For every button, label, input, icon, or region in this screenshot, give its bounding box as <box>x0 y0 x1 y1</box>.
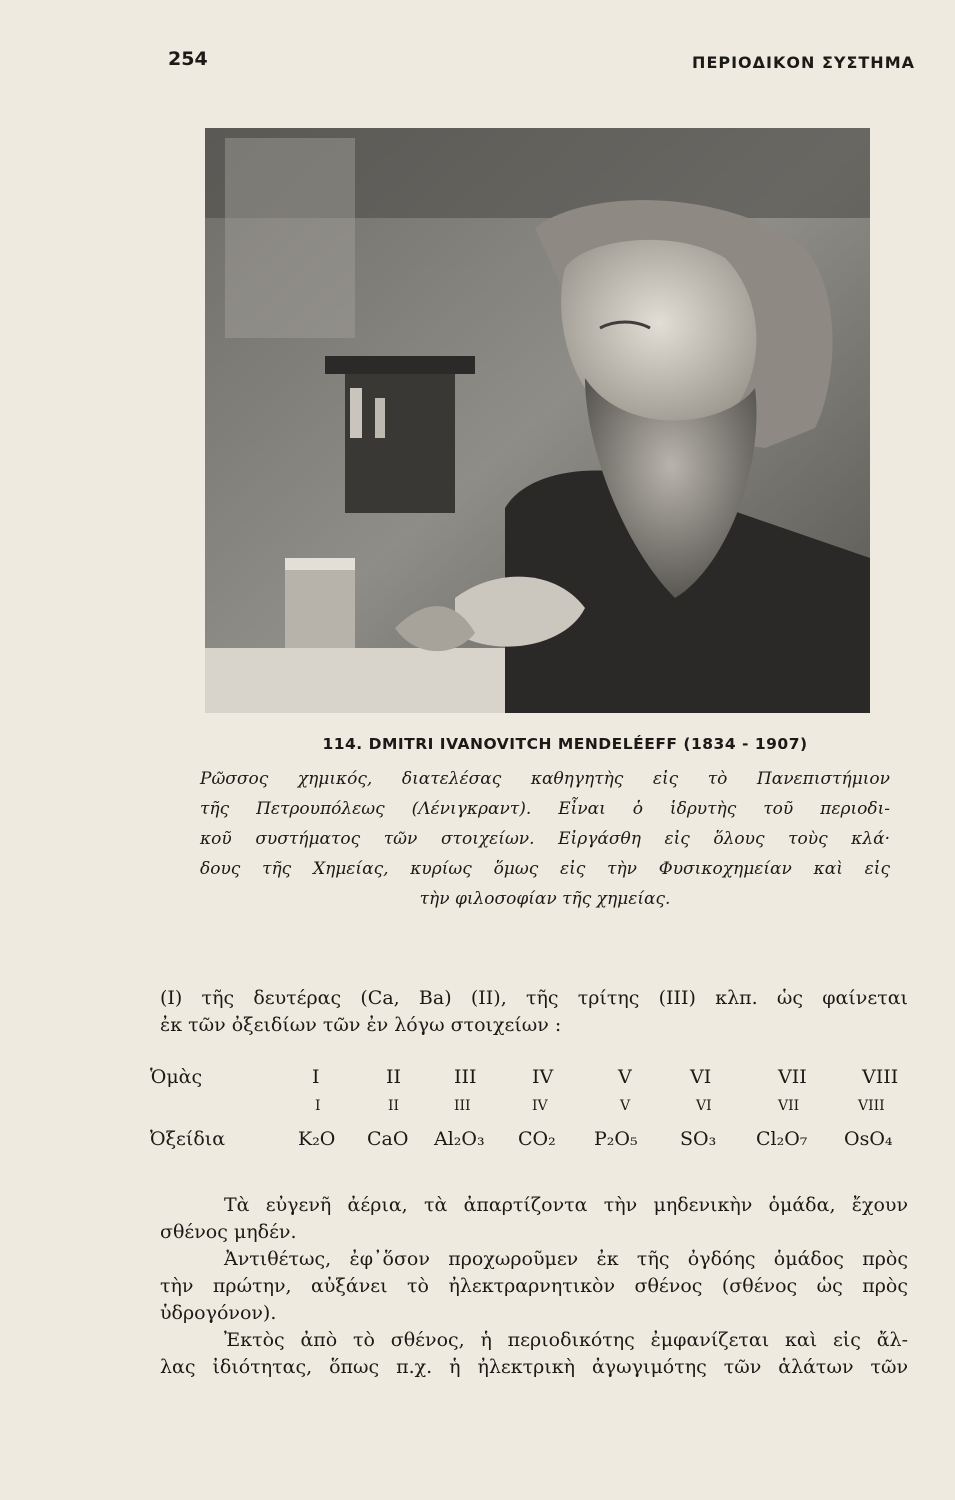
text-line: Ἐκτὸς ἀπὸ τὸ σθένος, ἡ περιοδικότης ἐμφανίζεται καὶ εἰς ἄλ- <box>224 1329 908 1351</box>
portrait-figure <box>205 128 870 713</box>
group-cell: IV <box>532 1066 554 1088</box>
caption-line: τῆς Πετρουπόλεως (Λένιγκραντ). Εἶναι ὁ ἱδρυτὴς τοῦ περιοδι- <box>200 799 890 819</box>
portrait-engraving <box>205 128 870 713</box>
oxide-cell: CO₂ <box>518 1128 556 1150</box>
valence-cell: II <box>388 1098 400 1114</box>
oxide-cell: K₂O <box>298 1128 336 1150</box>
caption-line: Ρῶσσος χημικός, διατελέσας καθηγητὴς εἰς τὸ Πανεπιστήμιον <box>200 769 890 789</box>
valence-cell: IV <box>532 1098 548 1114</box>
page-number: 254 <box>168 48 208 70</box>
caption-line: τὴν φιλοσοφίαν τῆς χημείας. <box>419 889 671 909</box>
group-cell: V <box>618 1066 632 1088</box>
oxide-cell: SO₃ <box>680 1128 717 1150</box>
caption-line: δους τῆς Χημείας, κυρίως ὅμως εἰς τὴν Φυσικοχημείαν καὶ εἰς <box>200 859 890 879</box>
oxide-cell: OsO₄ <box>844 1128 893 1150</box>
caption-line: κοῦ συστήματος τῶν στοιχείων. Εἰργάσθη εἰς ὅλους τοὺς κλά· <box>200 829 890 849</box>
oxide-cell: P₂O₅ <box>594 1128 638 1150</box>
valence-cell: III <box>454 1098 471 1114</box>
valence-cell: I <box>315 1098 321 1114</box>
figure-caption <box>200 735 890 914</box>
valence-cell: V <box>620 1098 631 1114</box>
text-line: ὑδρογόνον). <box>160 1302 277 1324</box>
group-cell: II <box>386 1066 402 1088</box>
group-row <box>150 1066 912 1098</box>
oxide-cell: Al₂O₃ <box>434 1128 485 1150</box>
oxide-cell: CaO <box>367 1128 409 1150</box>
valence-cell: VII <box>778 1098 800 1114</box>
text-line: (I) τῆς δευτέρας (Ca, Ba) (II), τῆς τρίτης (III) κλπ. ὡς φαίνεται <box>160 987 908 1009</box>
running-head <box>160 48 915 78</box>
body-paragraphs <box>160 1192 908 1381</box>
group-cell: I <box>312 1066 320 1088</box>
oxide-row <box>150 1128 912 1160</box>
oxide-table <box>150 1066 912 1160</box>
group-label: Ὁμὰς <box>150 1066 203 1088</box>
intro-paragraph <box>160 985 908 1039</box>
group-cell: VIII <box>862 1066 899 1088</box>
running-title: ΠΕΡΙΟΔΙΚΟΝ ΣΥΣΤΗΜΑ <box>692 53 915 72</box>
valence-row <box>150 1098 912 1124</box>
group-cell: VII <box>778 1066 807 1088</box>
oxide-label: Ὀξείδια <box>150 1128 226 1150</box>
group-cell: VI <box>690 1066 712 1088</box>
text-line: ἐκ τῶν ὀξειδίων τῶν ἐν λόγω στοιχείων : <box>160 1014 562 1036</box>
caption-title: 114. DMITRI IVANOVITCH MENDELÉEFF (1834 - 1907) <box>322 735 808 753</box>
text-line: λας ἰδιότητας, ὅπως π.χ. ἡ ἠλεκτρικὴ ἀγωγιμότης τῶν ἁλάτων τῶν <box>160 1356 908 1378</box>
caption-body <box>200 764 890 914</box>
text-line: Ἀντιθέτως, ἐφ᾽ὅσον προχωροῦμεν ἐκ τῆς ὀγδόης ὁμάδος πρὸς <box>224 1248 908 1270</box>
oxide-cell: Cl₂O₇ <box>756 1128 808 1150</box>
text-line: Τὰ εὐγενῆ ἀέρια, τὰ ἀπαρτίζοντα τὴν μηδενικὴν ὁμάδα, ἔχουν <box>224 1194 908 1216</box>
text-line: σθένος μηδέν. <box>160 1221 297 1243</box>
valence-cell: VIII <box>858 1098 885 1114</box>
text-line: τὴν πρώτην, αὐξάνει τὸ ἠλεκτραρνητικὸν σθένος (σθένος ὡς πρὸς <box>160 1275 908 1297</box>
valence-cell: VI <box>696 1098 712 1114</box>
group-cell: III <box>454 1066 477 1088</box>
